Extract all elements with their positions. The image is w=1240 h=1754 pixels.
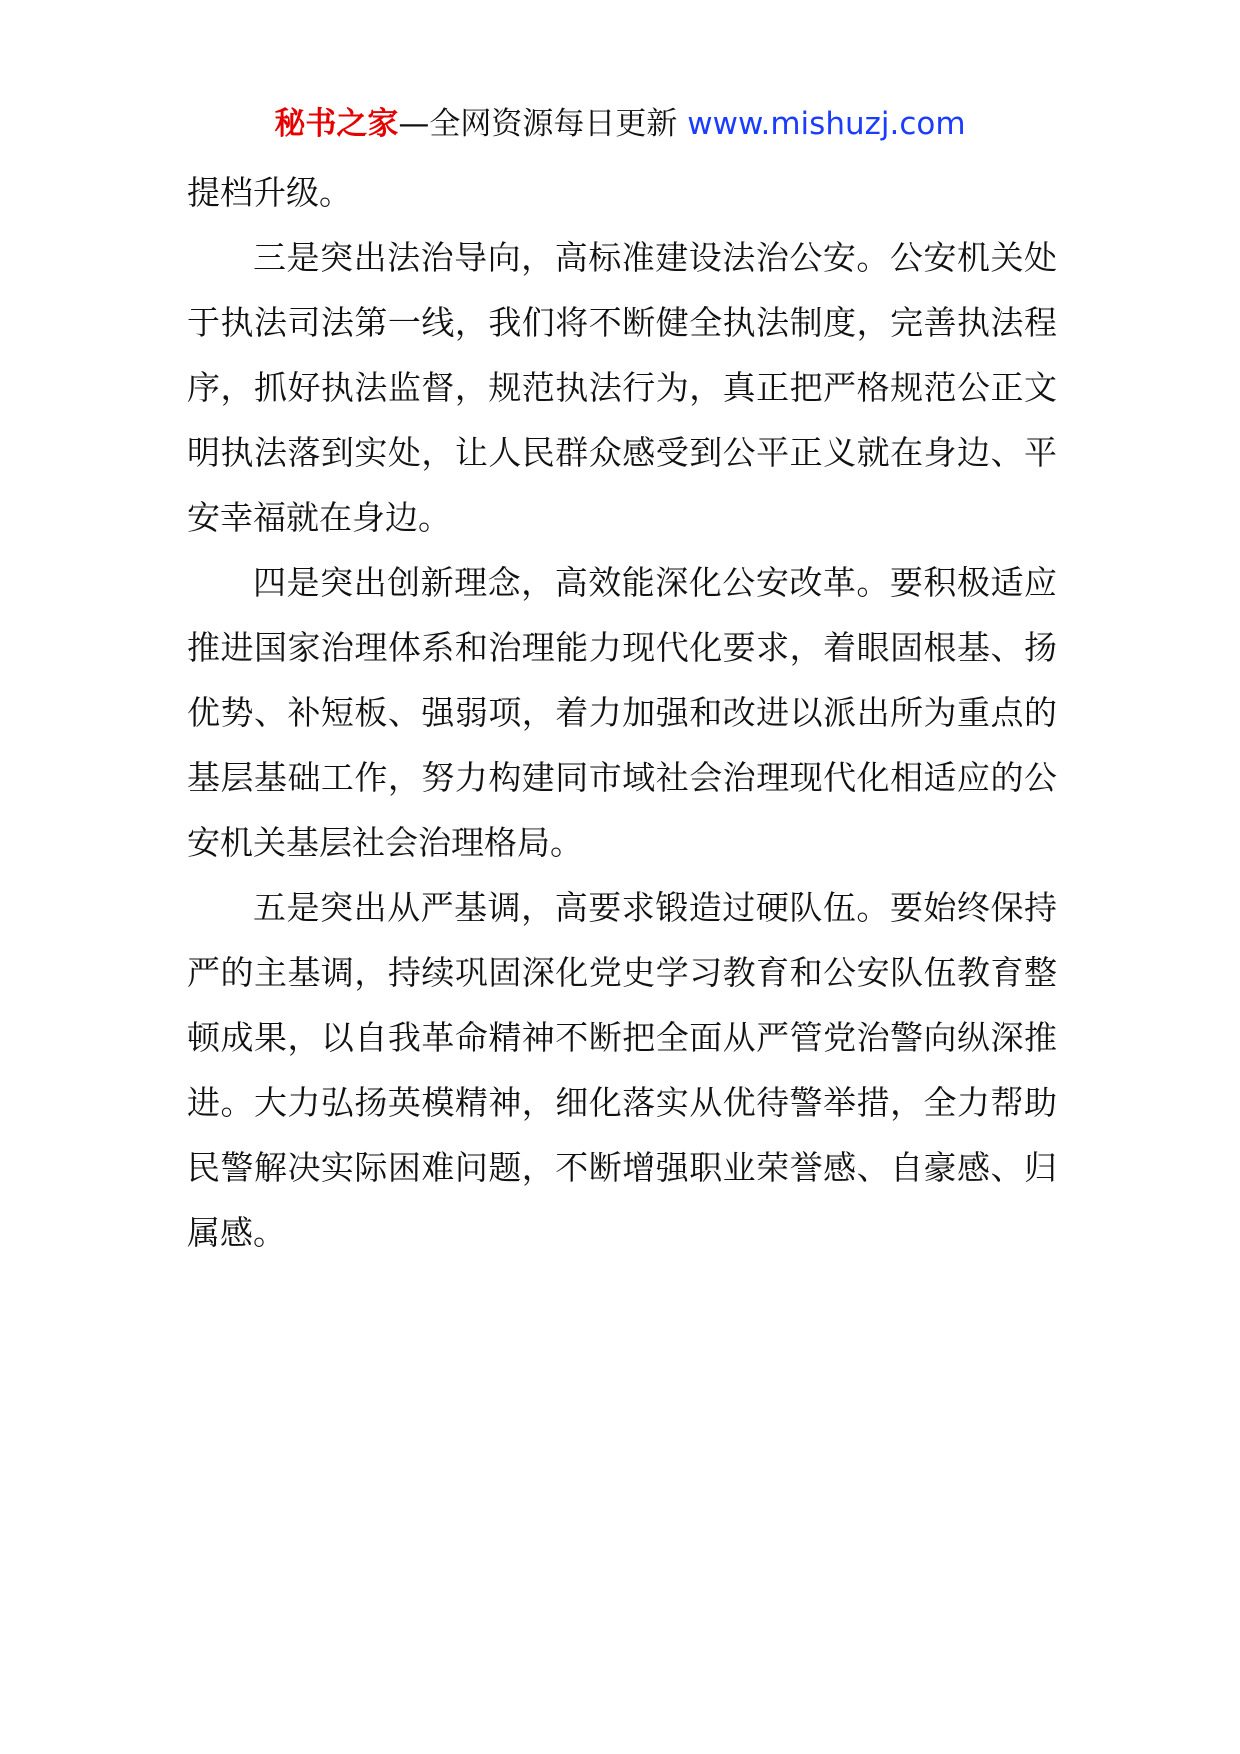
paragraph-rule-of-law: 三是突出法治导向，高标准建设法治公安。公安机关处于执法司法第一线，我们将不断健全执法制度，完善执法程序，抓好执法监督，规范执法行为，真正把严格规范公正文明执法落到实处，让人民群众感受到公平正义就在身边、平安幸福就在身边。 bbox=[187, 238, 1057, 537]
paragraph-innovation-reform: 四是突出创新理念，高效能深化公安改革。要积极适应推进国家治理体系和治理能力现代化要求，着眼固根基、扬优势、补短板、强弱项，着力加强和改进以派出所为重点的基层基础工作，努力构建同市域社会治理现代化相适应的公安机关基层社会治理格局。 bbox=[187, 563, 1057, 862]
page-header bbox=[0, 102, 1240, 146]
paragraph-strict-discipline: 五是突出从严基调，高要求锻造过硬队伍。要始终保持严的主基调，持续巩固深化党史学习教育和公安队伍教育整顿成果，以自我革命精神不断把全面从严管党治警向纵深推进。大力弘扬英模精神，细化落实从优待警举措，全力帮助民警解决实际困难问题，不断增强职业荣誉感、自豪感、归属感。 bbox=[187, 888, 1057, 1252]
header-slogan: —全网资源每日更新 bbox=[398, 106, 678, 142]
paragraph-continuation: 提档升级。 bbox=[187, 173, 352, 212]
website-link[interactable]: www.mishuzj.com bbox=[687, 106, 966, 142]
brand-name: 秘书之家 bbox=[274, 106, 399, 142]
document-body bbox=[187, 160, 1057, 1265]
